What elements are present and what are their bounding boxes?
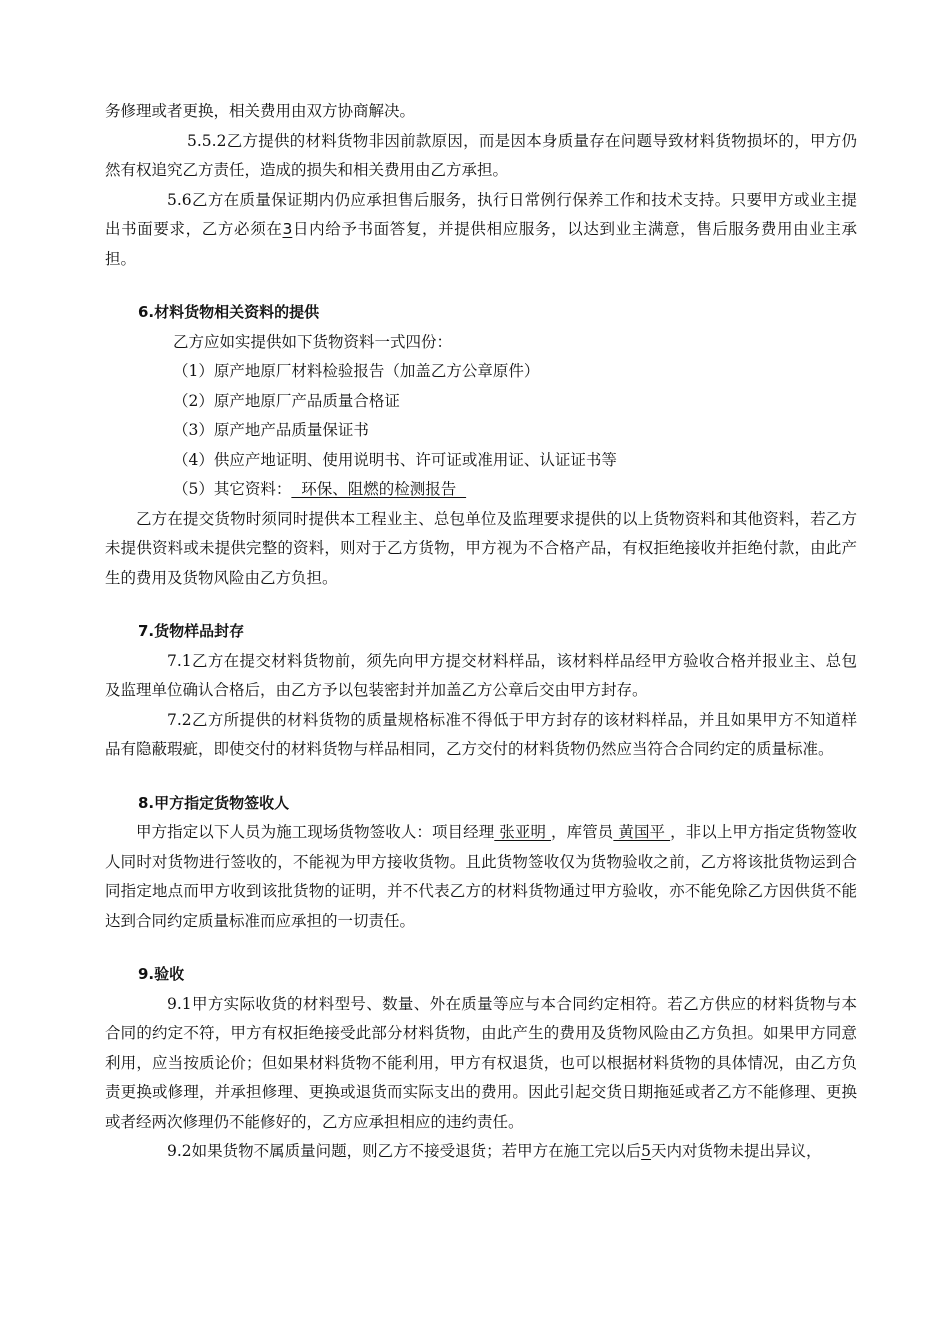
material-item-5-value: 环保、阻燃的检测报告 [291, 480, 467, 498]
contract-body [105, 97, 857, 1167]
material-item-2: （2）原产地原厂产品质量合格证 [173, 391, 400, 410]
section-8-text-a: 甲方指定以下人员为施工现场货物签收人：项目经理 [136, 823, 495, 841]
section-8-text-b: ，库管员 [551, 823, 614, 841]
material-item-1: （1）原产地原厂材料检验报告（加盖乙方公章原件） [173, 362, 540, 380]
clause-5-6-text-a: 5.6乙方在质量保证期内仍应承担售后服务，执行日常例行保养工作和技术支持。只要甲方或业主提出书面要求，乙方必须在 [105, 190, 857, 238]
clause-9-2-text-a: 9.2如果货物不属质量问题，则乙方不接受退货；若甲方在施工完以后 [167, 1142, 642, 1160]
section-6-intro: 乙方应如实提供如下货物资料一式四份： [173, 332, 453, 351]
clause-5-6 [105, 186, 857, 275]
section-8-body [105, 818, 857, 936]
warehouse-keeper-name: 黄国平 [613, 823, 671, 841]
material-item-3: （3）原产地产品质量保证书 [173, 421, 369, 439]
section-8-heading: 8.甲方指定货物签收人 [138, 793, 290, 812]
material-item-5-label: （5）其它资料： [173, 480, 292, 498]
clause-9-1: 9.1甲方实际收货的材料型号、数量、外在质量等应与本合同约定相符。若乙方供应的材料货物与本合同的约定不符，甲方有权拒绝接受此部分材料货物，由此产生的费用及货物风险由乙方负担。如果甲方同意利用，应当按质论价；但如果材料货物不能利用，甲方有权退货，也可以根据材料货物的具体情况，由乙方负责更换或修理，并承担修理、更换或退货而实际支出的费用。因此引起交货日期拖延或者乙方不能修理、更换或者经两次修理仍不能修好的，乙方应承担相应的违约责任。 [105, 994, 857, 1131]
section-7-heading: 7.货物样品封存 [138, 622, 245, 640]
clause-5-5-2: 5.5.2乙方提供的材料货物非因前款原因，而是因本身质量存在问题导致材料货物损坏的，甲方仍然有权追究乙方责任，造成的损失和相关费用由乙方承担。 [105, 131, 857, 179]
objection-days-value: 5 [641, 1142, 652, 1160]
clause-7-1: 7.1乙方在提交材料货物前，须先向甲方提交材料样品，该材料样品经甲方验收合格并报业主、总包及监理单位确认合格后，由乙方予以包装密封并加盖乙方公章后交由甲方封存。 [105, 651, 857, 699]
material-item-5 [105, 475, 857, 505]
clause-5-6-text-b: 日内给予书面答复，并提供相应服务，以达到业主满意，售后服务费用由业主承担。 [105, 220, 857, 268]
project-manager-name: 张亚明 [494, 823, 552, 841]
section-6-body: 乙方在提交货物时须同时提供本工程业主、总包单位及监理要求提供的以上货物资料和其他资料，若乙方未提供资料或未提供完整的资料，则对于乙方货物，甲方视为不合格产品，有权拒绝接收并拒绝付款，由此产生的费用及货物风险由乙方负担。 [105, 509, 857, 587]
clause-9-2 [105, 1137, 857, 1167]
response-days-value: 3 [282, 220, 293, 238]
clause-5-5-1-tail: 务修理或者更换，相关费用由双方协商解决。 [105, 102, 416, 120]
section-6-heading: 6.材料货物相关资料的提供 [138, 303, 320, 321]
section-9-heading: 9.验收 [138, 965, 185, 983]
material-item-4: （4）供应产地证明、使用说明书、许可证或准用证、认证证书等 [173, 450, 617, 469]
clause-7-2: 7.2乙方所提供的材料货物的质量规格标准不得低于甲方封存的该材料样品，并且如果甲方不知道样品有隐蔽瑕疵，即使交付的材料货物与样品相同，乙方交付的材料货物仍然应当符合合同约定的质量标准。 [105, 710, 857, 758]
section-8-text-c: ，非以上甲方指定货物签收人同时对货物进行签收的，不能视为甲方接收货物。且此货物签收仅为货物验收之前，乙方将该批货物运到合同指定地点而甲方收到该批货物的证明，并不代表乙方的材料货物通过甲方验收，亦不能免除乙方因供货不能达到合同约定质量标准而应承担的一切责任。 [105, 823, 857, 930]
clause-9-2-text-b: 天内对货物未提出异议， [651, 1142, 822, 1160]
